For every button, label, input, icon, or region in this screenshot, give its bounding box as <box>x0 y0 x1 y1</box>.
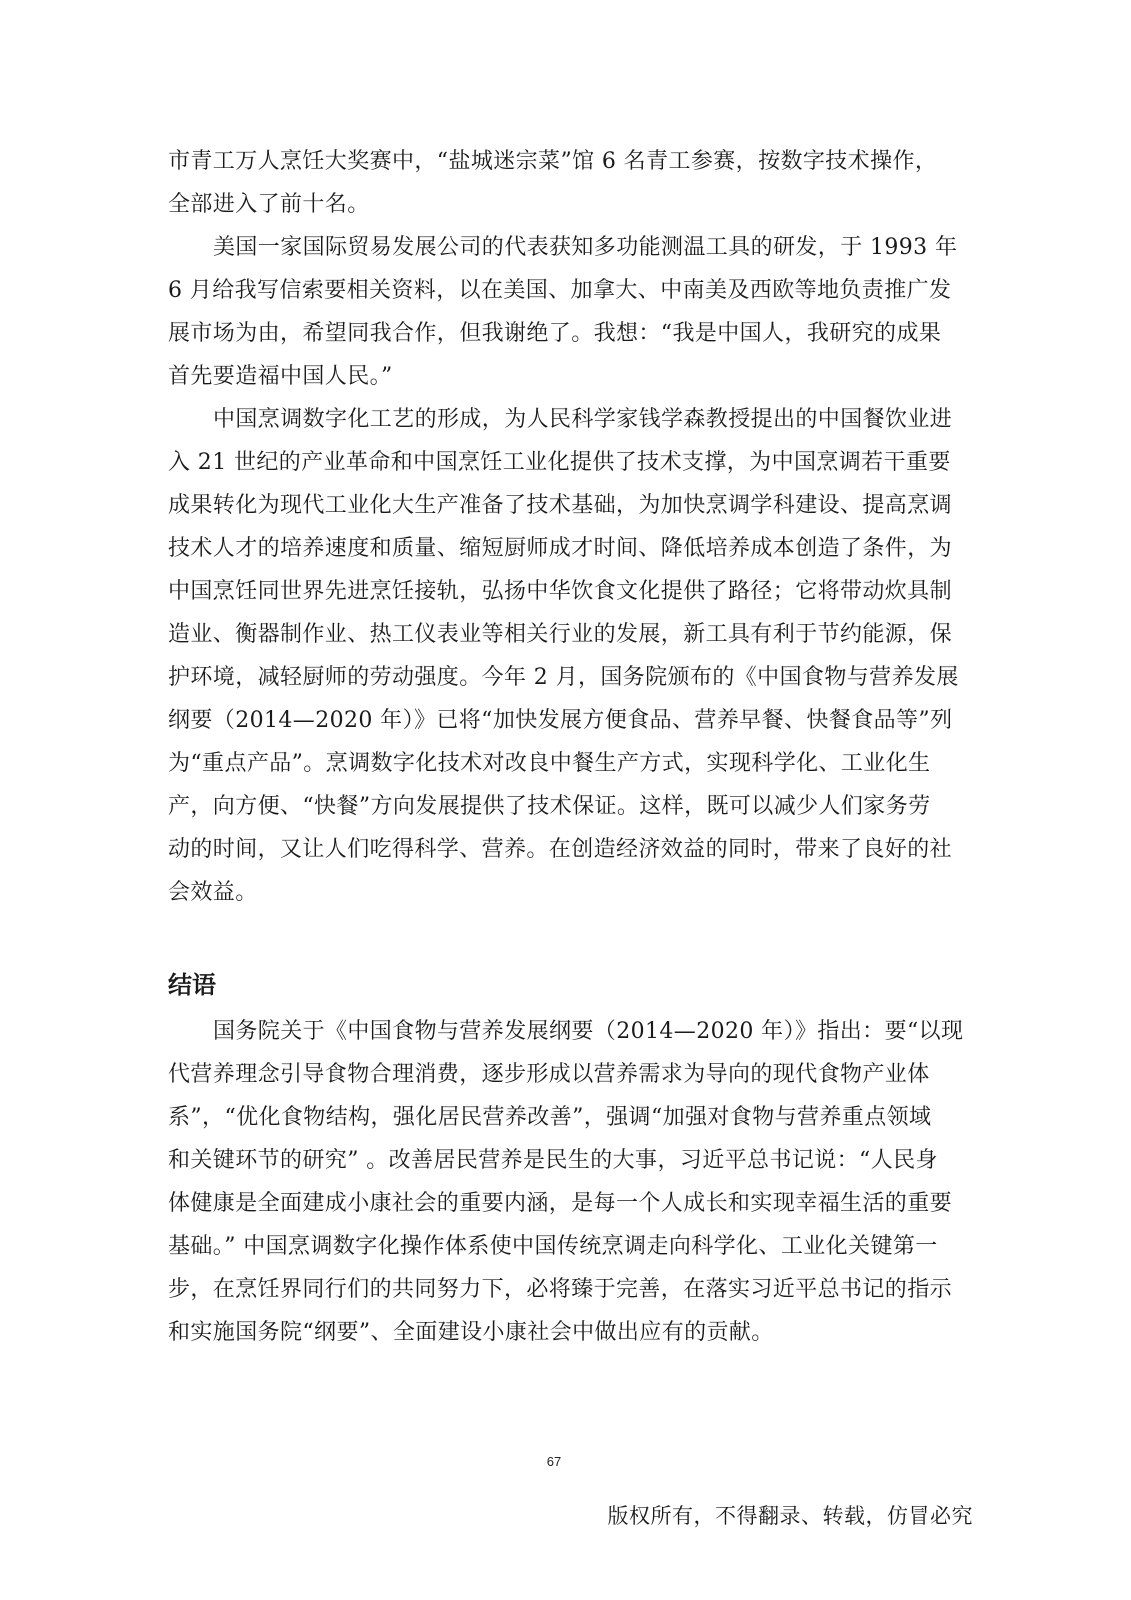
paragraph-line: 国务院关于《中国食物与营养发展纲要（2014—2020 年）》指出：要“以现 <box>213 1019 964 1044</box>
page-content <box>168 140 964 1354</box>
paragraph-line: 全部进入了前十名。 <box>168 192 370 217</box>
paragraph-line: 纲要（2014—2020 年）》已将“加快发展方便食品、营养早餐、快餐食品等”列 <box>168 708 953 733</box>
paragraph-line: 护环境，减轻厨师的劳动强度。今年 2 月，国务院颁布的《中国食物与营养发展 <box>168 665 959 690</box>
paragraph-line: 市青工万人烹饪大奖赛中，“盐城迷宗菜”馆 6 名青工参赛，按数字技术操作， <box>168 149 938 174</box>
page-number: 67 <box>546 1454 562 1469</box>
paragraph-line: 动的时间，又让人们吃得科学、营养。在创造经济效益的同时，带来了良好的社 <box>168 837 953 862</box>
paragraph-line: 技术人才的培养速度和质量、缩短厨师成才时间、降低培养成本创造了条件，为 <box>168 536 953 561</box>
paragraph-line: 体健康是全面建成小康社会的重要内涵，是每一个人成长和实现幸福生活的重要 <box>168 1191 953 1216</box>
paragraph-line: 展市场为由，希望同我合作，但我谢绝了。我想：“我是中国人，我研究的成果 <box>168 321 942 346</box>
paragraph-line: 中国烹饪同世界先进烹饪接轨，弘扬中华饮食文化提供了路径；它将带动炊具制 <box>168 579 953 604</box>
paragraph-line: 代营养理念引导食物合理消费，逐步形成以营养需求为导向的现代食物产业体 <box>168 1062 930 1087</box>
paragraph-line: 步，在烹饪界同行们的共同努力下，必将臻于完善，在落实习近平总书记的指示 <box>168 1277 953 1302</box>
paragraph-line: 入 21 世纪的产业革命和中国烹饪工业化提供了技术支撑，为中国烹调若干重要 <box>168 450 951 475</box>
paragraph-line: 成果转化为现代工业化大生产准备了技术基础，为加快烹调学科建设、提高烹调 <box>168 493 953 518</box>
copyright-footer: 版权所有，不得翻录、转载，仿冒必究 <box>607 1504 973 1528</box>
paragraph-line: 首先要造福中国人民。” <box>168 364 393 389</box>
paragraph-line: 会效益。 <box>168 880 258 905</box>
paragraph-line: 造业、衡器制作业、热工仪表业等相关行业的发展，新工具有利于节约能源，保 <box>168 622 953 647</box>
paragraph-line: 和关键环节的研究” 。改善居民营养是民生的大事，习近平总书记说：“人民身 <box>168 1148 938 1173</box>
paragraph-line: 为“重点产品”。烹调数字化技术对改良中餐生产方式，实现科学化、工业化生 <box>168 751 931 776</box>
paragraph-line: 和实施国务院“纲要”、全面建设小康社会中做出应有的贡献。 <box>168 1320 774 1345</box>
paragraph-line: 美国一家国际贸易发展公司的代表获知多功能测温工具的研发，于 1993 年 <box>213 235 958 260</box>
paragraph-line: 产，向方便、“快餐”方向发展提供了技术保证。这样，既可以减少人们家务劳 <box>168 794 931 819</box>
paragraph-line: 中国烹调数字化工艺的形成，为人民科学家钱学森教授提出的中国餐饮业进 <box>213 407 953 432</box>
paragraph-line: 6 月给我写信索要相关资料，以在美国、加拿大、中南美及西欧等地负责推广发 <box>168 278 952 303</box>
section-spacer <box>168 914 943 962</box>
paragraph-line: 基础。” 中国烹调数字化操作体系使中国传统烹调走向科学化、工业化关键第一 <box>168 1234 938 1259</box>
paragraph-line: 系”，“优化食物结构，强化居民营养改善”，强调“加强对食物与营养重点领域 <box>168 1105 932 1130</box>
section-heading: 结语 <box>168 971 216 999</box>
